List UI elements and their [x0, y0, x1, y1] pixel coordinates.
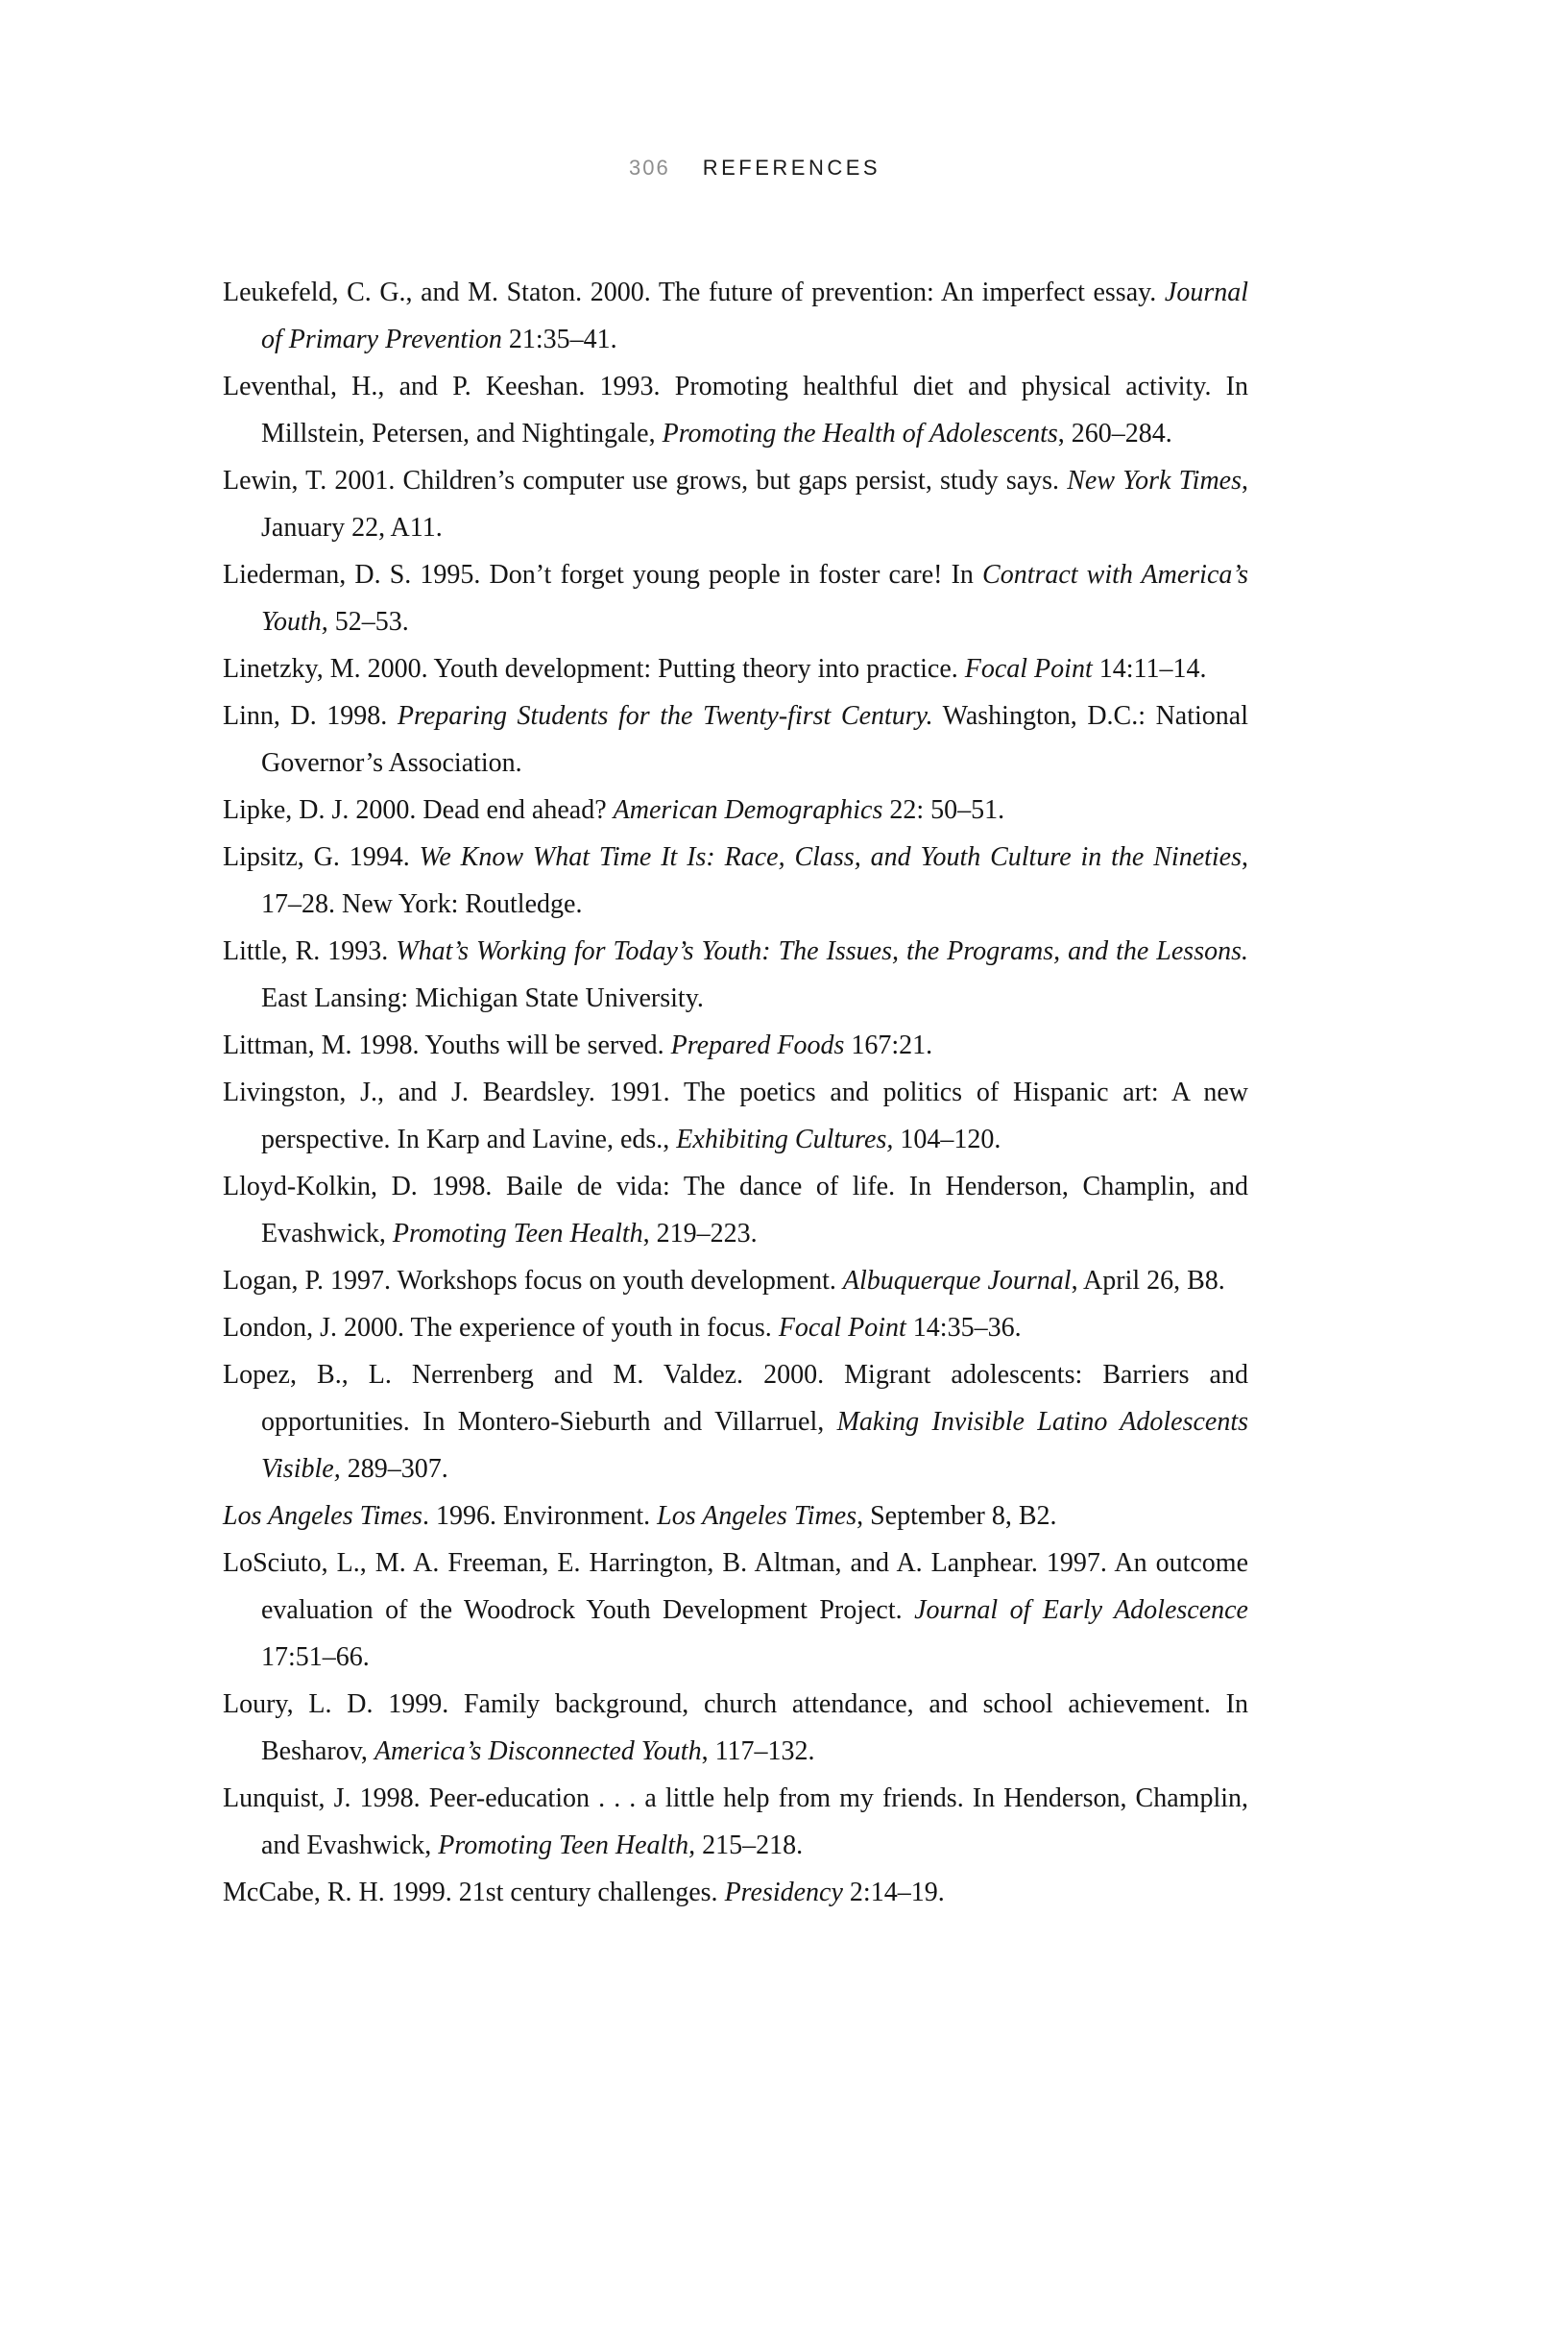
ref-italic-title: Preparing Students for the Twenty-first Century. [397, 701, 933, 731]
ref-text: Leukefeld, C. G., and M. Staton. 2000. The future of prevention: An imperfect essay. [223, 278, 1165, 307]
reference-entry [223, 645, 1248, 692]
ref-text: 17:51–66. [261, 1642, 370, 1672]
ref-text: , April 26, B8. [1071, 1266, 1225, 1296]
ref-italic-title: Albuquerque Journal [842, 1266, 1072, 1296]
ref-italic-title: Exhibiting Cultures, [676, 1125, 894, 1154]
ref-italic-title: What’s Working for Today’s Youth: The Issues, the Programs, and the Lessons. [396, 936, 1248, 966]
ref-text: Lipsitz, G. 1994. [223, 842, 420, 872]
page-number: 306 [629, 156, 670, 180]
ref-italic-title: Promoting Teen Health, [438, 1831, 696, 1860]
reference-entry [223, 1869, 1248, 1916]
ref-italic-title: Promoting Teen Health [392, 1219, 643, 1249]
reference-entry [223, 1681, 1248, 1775]
ref-text: 21:35–41. [501, 325, 617, 354]
ref-text: 2:14–19. [842, 1878, 945, 1907]
ref-italic-title: Prepared Foods [670, 1031, 845, 1060]
running-header [629, 158, 880, 179]
ref-text: Loury, L. D. 1999. Family background, church attendance, and school achievement. In Besharov, [223, 1689, 1248, 1766]
ref-text: , January 22, A11. [261, 466, 1248, 543]
ref-text: Washington, D.C.: National Governor’s Association. [261, 701, 1248, 778]
ref-text: Lipke, D. J. 2000. Dead end ahead? [223, 795, 614, 825]
ref-text: London, J. 2000. The experience of youth in focus. [223, 1313, 779, 1343]
reference-entry [223, 787, 1248, 834]
ref-text: LoSciuto, L., M. A. Freeman, E. Harrington, B. Altman, and A. Lanphear. 1997. An outcome evaluation of the Woodrock Youth Development Project. [223, 1548, 1248, 1625]
reference-entry [223, 1304, 1248, 1351]
ref-text: McCabe, R. H. 1999. 21st century challenges. [223, 1878, 725, 1907]
ref-text: Linetzky, M. 2000. Youth development: Putting theory into practice. [223, 654, 965, 684]
ref-italic-title: Focal Point [778, 1313, 906, 1343]
ref-text: . 1996. Environment. [422, 1501, 658, 1531]
reference-entry [223, 1069, 1248, 1163]
ref-text: Little, R. 1993. [223, 936, 397, 966]
ref-text: 14:35–36. [905, 1313, 1022, 1343]
ref-italic-title: Journal of Early Adolescence [914, 1595, 1248, 1625]
ref-text: Logan, P. 1997. Workshops focus on youth development. [223, 1266, 843, 1296]
ref-text: 289–307. [340, 1454, 448, 1484]
ref-text: , September 8, B2. [856, 1501, 1057, 1531]
references-list [223, 269, 1248, 1916]
ref-italic-title: Los Angeles Times [223, 1501, 422, 1531]
ref-text: Linn, D. 1998. [223, 701, 398, 731]
reference-entry [223, 551, 1248, 645]
ref-text: Lunquist, J. 1998. Peer-education . . . a little help from my friends. In Henderson, Champlin, and Evashwick, [223, 1783, 1248, 1860]
ref-text: Lloyd-Kolkin, D. 1998. Baile de vida: The dance of life. In Henderson, Champlin, and Evashwick, [223, 1172, 1248, 1249]
ref-text: , 219–223. [642, 1219, 758, 1249]
ref-italic-title: America’s Disconnected Youth [374, 1736, 702, 1766]
ref-italic-title: We Know What Time It Is: Race, Class, and Youth Culture in the Nineties [419, 842, 1242, 872]
reference-entry [223, 692, 1248, 787]
ref-italic-title: Journal of Primary Prevention [261, 278, 1248, 354]
ref-text: Livingston, J., and J. Beardsley. 1991. The poetics and politics of Hispanic art: A new perspective. In Karp and Lavine, eds., [223, 1078, 1248, 1154]
ref-text: East Lansing: Michigan State University. [261, 983, 704, 1013]
ref-text: Lewin, T. 2001. Children’s computer use grows, but gaps persist, study says. [223, 466, 1068, 496]
running-head-title: REFERENCES [702, 156, 881, 180]
reference-entry [223, 1540, 1248, 1681]
ref-text: Lopez, B., L. Nerrenberg and M. Valdez. 2000. Migrant adolescents: Barriers and opportunities. In Montero-Sieburth and Villarruel, [223, 1360, 1248, 1437]
ref-text: 14:11–14. [1092, 654, 1207, 684]
ref-text: 104–120. [893, 1125, 1001, 1154]
reference-entry [223, 834, 1248, 928]
reference-entry [223, 928, 1248, 1022]
reference-entry [223, 269, 1248, 363]
reference-entry [223, 1257, 1248, 1304]
reference-entry [223, 1775, 1248, 1869]
ref-text: 167:21. [844, 1031, 933, 1060]
ref-text: Leventhal, H., and P. Keeshan. 1993. Promoting healthful diet and physical activity. In Millstein, Petersen, and Nightingale, [223, 372, 1248, 449]
reference-entry [223, 457, 1248, 551]
ref-italic-title: Focal Point [964, 654, 1093, 684]
ref-italic-title: Promoting the Health of Adolescents [662, 419, 1058, 449]
reference-entry [223, 1492, 1248, 1540]
ref-italic-title: Los Angeles Times [657, 1501, 857, 1531]
ref-text: , 260–284. [1057, 419, 1172, 449]
ref-text: , 17–28. New York: Routledge. [261, 842, 1248, 919]
ref-text: 52–53. [327, 607, 409, 637]
ref-text: Liederman, D. S. 1995. Don’t forget young people in foster care! In [223, 560, 983, 590]
reference-entry [223, 363, 1248, 457]
reference-entry [223, 1022, 1248, 1069]
ref-italic-title: New York Times [1067, 466, 1242, 496]
reference-entry [223, 1163, 1248, 1257]
ref-text: 215–218. [695, 1831, 804, 1860]
ref-text: 22: 50–51. [882, 795, 1005, 825]
ref-italic-title: Contract with America’s Youth, [261, 560, 1248, 637]
ref-italic-title: Making Invisible Latino Adolescents Visible, [261, 1407, 1248, 1484]
ref-text: , 117–132. [701, 1736, 815, 1766]
ref-italic-title: American Demographics [613, 795, 883, 825]
ref-italic-title: Presidency [724, 1878, 843, 1907]
ref-text: Littman, M. 1998. Youths will be served. [223, 1031, 671, 1060]
reference-entry [223, 1351, 1248, 1492]
